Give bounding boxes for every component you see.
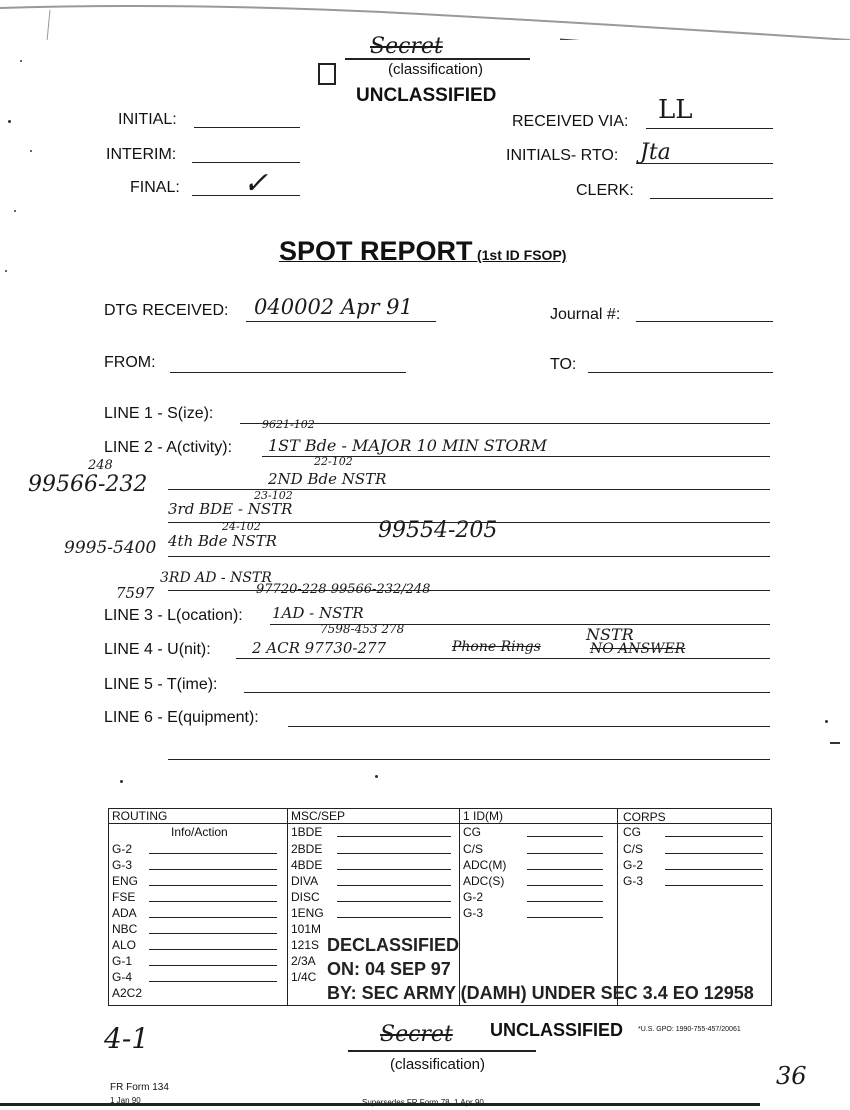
msc-item: 2BDE xyxy=(291,842,323,856)
dtg-label: DTG RECEIVED: xyxy=(104,302,229,319)
nstr-above-line4: NSTR xyxy=(586,625,634,644)
page-mark: 4-1 xyxy=(104,1022,150,1055)
side-2bde: 99566-232 xyxy=(28,472,148,497)
line4-entry: 2 ACR 97730-277 xyxy=(252,639,387,657)
top-classification-line xyxy=(345,58,530,60)
scan-speck xyxy=(830,742,840,744)
msc-header: MSC/SEP xyxy=(291,809,346,823)
initial-label: INITIAL: xyxy=(118,111,177,128)
id-item-line[interactable] xyxy=(527,885,603,886)
received-via-value: LL xyxy=(658,95,693,125)
clerk-label: CLERK: xyxy=(576,182,634,199)
page-number: 36 xyxy=(776,1062,807,1090)
grid-1bde: 9621-102 xyxy=(262,418,315,431)
journal-field[interactable] xyxy=(636,321,773,322)
entry-4bde: 4th Bde NSTR xyxy=(168,532,277,550)
id-item-line[interactable] xyxy=(527,853,603,854)
line4-crossed-out: Phone Rings xyxy=(452,639,541,655)
declass-stamp-line2: ON: 04 SEP 97 xyxy=(327,959,451,979)
routing-item-line[interactable] xyxy=(149,853,277,854)
initials-rto-label: INITIALS- RTO: xyxy=(506,147,619,164)
scan-speck xyxy=(30,150,32,152)
bottom-edge-line xyxy=(0,1103,760,1106)
routing-item: ALO xyxy=(112,938,137,952)
routing-subheader: Info/Action xyxy=(171,825,228,839)
corps-header: CORPS xyxy=(623,810,666,824)
grid-4bde-id: 24-102 xyxy=(222,520,261,533)
supersedes-note: Supersedes FR Form 78, 1 Apr 90 xyxy=(362,1098,484,1107)
report-title-sub: (1st ID FSOP) xyxy=(476,247,567,263)
msc-item: 1ENG xyxy=(291,906,324,920)
routing-item: NBC xyxy=(112,922,138,936)
grid-line4-top: 7598-453 278 xyxy=(320,622,405,636)
msc-item-line[interactable] xyxy=(337,901,451,902)
routing-item: ENG xyxy=(112,874,139,888)
top-classification-printed: UNCLASSIFIED xyxy=(356,85,497,106)
routing-item: G-3 xyxy=(112,858,133,872)
corps-item: G-2 xyxy=(623,858,644,872)
id-item: G-2 xyxy=(463,890,484,904)
id-item: C/S xyxy=(463,842,484,856)
scan-speck xyxy=(8,120,11,123)
routing-col-divider xyxy=(287,809,288,1005)
line2e-field[interactable] xyxy=(168,590,770,591)
id-item-line[interactable] xyxy=(527,917,603,918)
corps-item-line[interactable] xyxy=(665,885,763,886)
line3-label: LINE 3 - L(ocation): xyxy=(104,607,243,624)
routing-item: A2C2 xyxy=(112,986,143,1000)
msc-item-line[interactable] xyxy=(337,853,451,854)
dtg-field[interactable] xyxy=(246,321,436,322)
routing-item-line[interactable] xyxy=(149,933,277,934)
routing-item-line[interactable] xyxy=(149,885,277,886)
routing-item: G-1 xyxy=(112,954,133,968)
line6-field[interactable] xyxy=(288,726,770,727)
bottom-classification-printed: UNCLASSIFIED xyxy=(490,1020,624,1040)
msc-item-line[interactable] xyxy=(337,836,451,837)
from-label: FROM: xyxy=(104,354,156,371)
report-title xyxy=(279,236,566,267)
routing-header-line xyxy=(109,823,771,824)
grid-2bde-id: 22-102 xyxy=(314,455,353,468)
grid-3bde-id: 23-102 xyxy=(254,489,293,502)
entry-2bde: 2ND Bde NSTR xyxy=(268,470,387,488)
id-item: CG xyxy=(463,825,481,839)
routing-item: FSE xyxy=(112,890,136,904)
routing-item-line[interactable] xyxy=(149,949,277,950)
id-item-line[interactable] xyxy=(527,869,603,870)
line2-label: LINE 2 - A(ctivity): xyxy=(104,439,233,456)
msc-item: DISC xyxy=(291,890,320,904)
dtg-value: 040002 Apr 91 xyxy=(254,295,413,319)
msc-item: 121S xyxy=(291,938,320,952)
grid-3bde: 99554-205 xyxy=(378,518,498,543)
corps-item-line[interactable] xyxy=(665,869,763,870)
small-box-mark xyxy=(318,63,336,85)
scan-speck xyxy=(120,780,123,783)
side-4bde: 9995-5400 xyxy=(64,538,157,558)
msc-item: DIVA xyxy=(291,874,319,888)
entry-3bde: 3rd BDE - NSTR xyxy=(168,500,293,518)
declass-stamp-line1: DECLASSIFIED xyxy=(327,935,460,955)
scan-speck xyxy=(375,775,378,778)
line5-field[interactable] xyxy=(244,692,770,693)
msc-item-line[interactable] xyxy=(337,885,451,886)
corps-item: G-3 xyxy=(623,874,644,888)
line4-label: LINE 4 - U(nit): xyxy=(104,641,211,658)
corps-item-line[interactable] xyxy=(665,853,763,854)
scan-speck xyxy=(5,270,7,272)
final-checkmark: ✓ xyxy=(243,166,269,201)
gpo-note: *U.S. GPO: 1990-755-457/20061 xyxy=(638,1026,741,1033)
initial-field[interactable] xyxy=(194,127,300,128)
to-field[interactable] xyxy=(588,372,773,373)
line2-entry: 1ST Bde - MAJOR 10 MIN STORM xyxy=(268,436,547,455)
routing-col-divider xyxy=(459,809,460,1005)
routing-header: ROUTING xyxy=(112,809,168,823)
routing-item-line[interactable] xyxy=(149,981,277,982)
line4-answer: NO ANSWER xyxy=(590,641,686,657)
corps-item-line[interactable] xyxy=(665,836,763,837)
report-title-main: SPOT REPORT xyxy=(279,236,473,266)
routing-item-line[interactable] xyxy=(149,869,277,870)
grid-3ad: 97720-228 99566-232/248 xyxy=(256,582,431,597)
routing-col-divider xyxy=(617,809,618,1005)
top-classification-caption: (classification) xyxy=(388,61,484,78)
line1-label: LINE 1 - S(ize): xyxy=(104,405,214,422)
msc-item: 1BDE xyxy=(291,825,323,839)
form-id: FR Form 134 xyxy=(110,1082,169,1093)
msc-item: 4BDE xyxy=(291,858,323,872)
bottom-classification-line xyxy=(348,1050,536,1052)
top-classification-handwritten: Secret xyxy=(370,34,443,59)
side-2bde-top: 248 xyxy=(88,458,113,473)
entry-3ad: 3RD AD - NSTR xyxy=(160,570,272,586)
id-item-line[interactable] xyxy=(527,836,603,837)
routing-item-line[interactable] xyxy=(149,917,277,918)
id-header: 1 ID(M) xyxy=(463,809,503,823)
scan-speck xyxy=(14,210,16,212)
initials-rto-value: Jta xyxy=(640,140,671,165)
clerk-field[interactable] xyxy=(650,198,773,199)
line5-label: LINE 5 - T(ime): xyxy=(104,676,218,693)
line3-entry: 1AD - NSTR xyxy=(272,604,364,622)
id-item: ADC(M) xyxy=(463,858,507,872)
id-item: G-3 xyxy=(463,906,484,920)
routing-item-line[interactable] xyxy=(149,965,277,966)
msc-item-line[interactable] xyxy=(337,869,451,870)
scan-speck xyxy=(825,720,828,723)
id-item-line[interactable] xyxy=(527,901,603,902)
routing-item-line[interactable] xyxy=(149,901,277,902)
scan-speck xyxy=(20,60,22,62)
corps-item: C/S xyxy=(623,842,644,856)
bottom-classification-handwritten: Secret xyxy=(380,1022,453,1047)
interim-label: INTERIM: xyxy=(106,146,177,163)
form-date: 1 Jan 90 xyxy=(110,1096,141,1105)
msc-item: 2/3A xyxy=(291,954,316,968)
line4-field[interactable] xyxy=(236,658,770,659)
corps-item: CG xyxy=(623,825,641,839)
msc-item: 1/4C xyxy=(291,970,317,984)
from-field[interactable] xyxy=(170,372,406,373)
line2d-field[interactable] xyxy=(168,556,770,557)
routing-item: G-2 xyxy=(112,842,133,856)
final-label: FINAL: xyxy=(130,179,180,196)
side-3ad: 7597 xyxy=(116,584,155,602)
line6-label: LINE 6 - E(quipment): xyxy=(104,709,259,726)
msc-item-line[interactable] xyxy=(337,917,451,918)
line1-field[interactable] xyxy=(240,423,770,424)
received-via-field[interactable] xyxy=(646,128,773,129)
declass-stamp-line3: BY: SEC ARMY (DAMH) UNDER SEC 3.4 EO 12958 xyxy=(327,983,754,1003)
to-label: TO: xyxy=(550,356,577,373)
id-item: ADC(S) xyxy=(463,874,505,888)
interim-field[interactable] xyxy=(192,162,300,163)
line6b-field[interactable] xyxy=(168,759,770,760)
received-via-label: RECEIVED VIA: xyxy=(512,113,629,130)
msc-item: 101M xyxy=(291,922,322,936)
routing-item: G-4 xyxy=(112,970,133,984)
bottom-classification-caption: (classification) xyxy=(390,1056,486,1073)
routing-item: ADA xyxy=(112,906,137,920)
journal-label: Journal #: xyxy=(550,306,621,323)
